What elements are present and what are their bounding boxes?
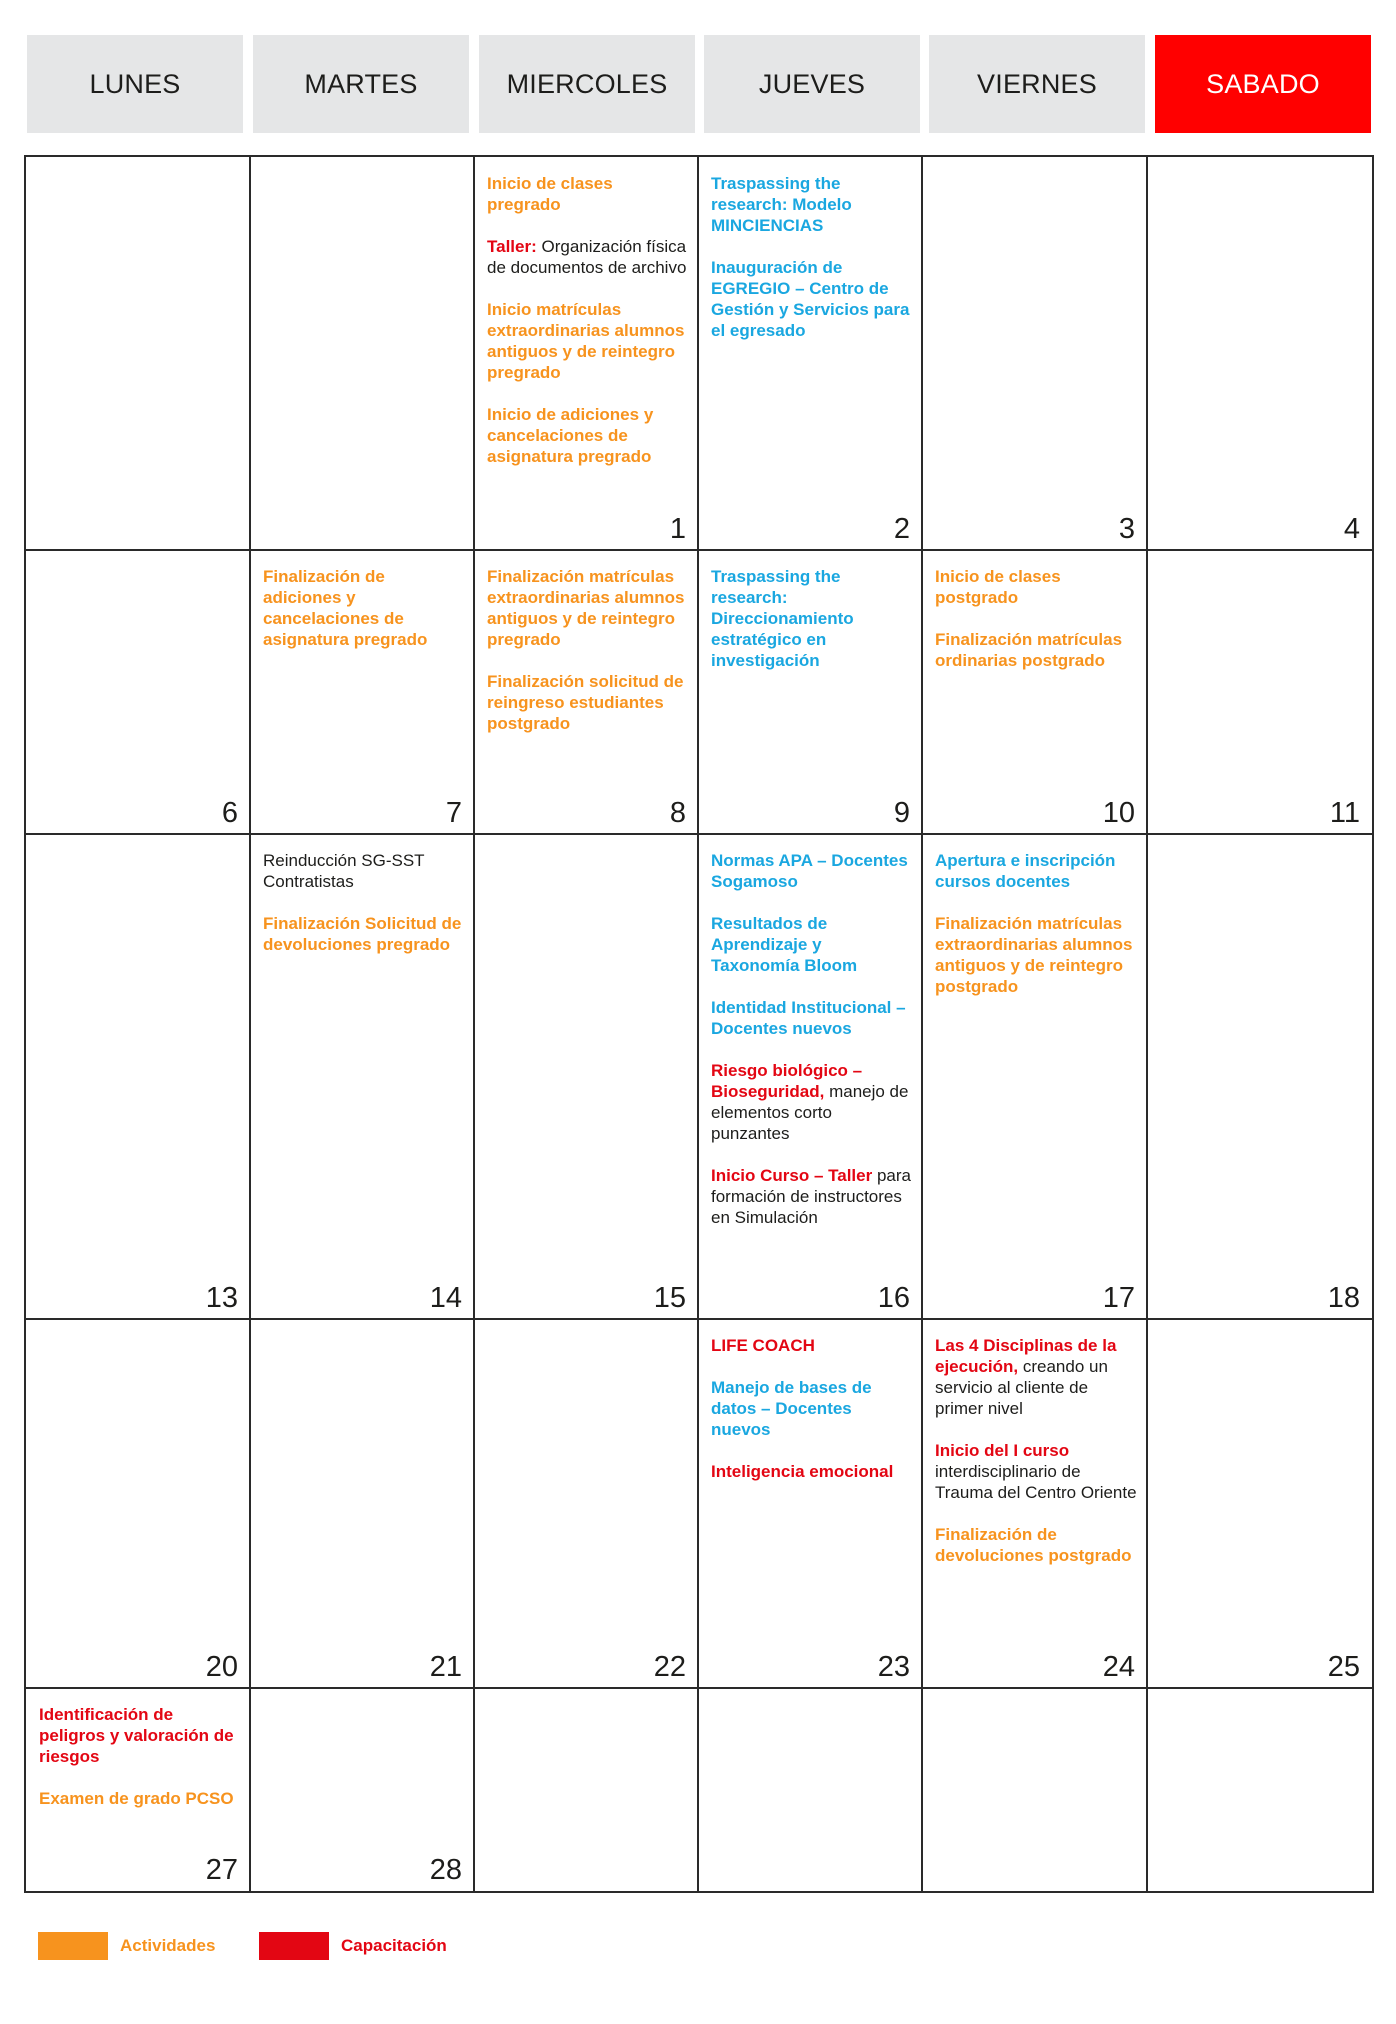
calendar-event bbox=[487, 236, 688, 278]
day-number: 25 bbox=[1327, 1651, 1360, 1683]
event-text: Identidad Institucional – Docentes nuevos bbox=[711, 998, 906, 1038]
calendar-grid bbox=[24, 155, 1374, 1893]
calendar-event bbox=[711, 1335, 912, 1356]
day-cell-22 bbox=[474, 1319, 698, 1688]
calendar-event bbox=[711, 1377, 912, 1440]
day-cell-empty bbox=[698, 1688, 922, 1891]
day-cell-13 bbox=[26, 834, 250, 1319]
calendar-event bbox=[711, 850, 912, 892]
day-cell-21 bbox=[250, 1319, 474, 1688]
day-header-lunes: LUNES bbox=[27, 35, 243, 133]
legend-swatch bbox=[259, 1932, 329, 1960]
day-number: 4 bbox=[1343, 513, 1360, 545]
legend-swatch bbox=[38, 1932, 108, 1960]
day-number: 16 bbox=[877, 1282, 910, 1314]
day-number: 6 bbox=[221, 797, 238, 829]
calendar-event bbox=[711, 1461, 912, 1482]
event-list bbox=[487, 566, 688, 755]
calendar-event bbox=[263, 566, 464, 650]
day-cell-1 bbox=[474, 157, 698, 550]
event-text: Taller: bbox=[487, 237, 537, 256]
calendar-event bbox=[711, 997, 912, 1039]
calendar-event bbox=[711, 1165, 912, 1228]
event-text: Reinducción SG-SST Contratistas bbox=[263, 851, 425, 891]
legend-label: Actividades bbox=[120, 1936, 216, 1955]
day-cell-10 bbox=[922, 550, 1147, 834]
event-text: Identificación de peligros y valoración de riesgos bbox=[39, 1705, 234, 1766]
day-number: 1 bbox=[669, 513, 686, 545]
legend-item bbox=[259, 1932, 447, 1960]
day-cell-empty bbox=[922, 1688, 1147, 1891]
calendar-event bbox=[487, 404, 688, 467]
day-cell-2 bbox=[698, 157, 922, 550]
weekday-header-row bbox=[27, 35, 1374, 133]
event-text: Inicio de adiciones y cancelaciones de asignatura pregrado bbox=[487, 405, 654, 466]
day-cell-11 bbox=[1147, 550, 1372, 834]
event-text: Las 4 Disciplinas de la ejecución, bbox=[935, 1336, 1117, 1376]
day-number: 18 bbox=[1327, 1282, 1360, 1314]
day-number: 27 bbox=[205, 1854, 238, 1886]
day-number: 3 bbox=[1118, 513, 1135, 545]
event-text: Inteligencia emocional bbox=[711, 1462, 894, 1481]
day-number: 21 bbox=[429, 1651, 462, 1683]
day-number: 23 bbox=[877, 1651, 910, 1683]
event-list bbox=[935, 566, 1137, 692]
calendar-event bbox=[487, 566, 688, 650]
event-list bbox=[263, 850, 464, 976]
day-cell-24 bbox=[922, 1319, 1147, 1688]
day-cell-28 bbox=[250, 1688, 474, 1891]
day-cell-15 bbox=[474, 834, 698, 1319]
day-number: 8 bbox=[669, 797, 686, 829]
event-list bbox=[487, 173, 688, 488]
event-text: Finalización de adiciones y cancelaciones de asignatura pregrado bbox=[263, 567, 428, 649]
event-text: Finalización matrículas extraordinarias alumnos antiguos y de reintegro postgrado bbox=[935, 914, 1133, 996]
calendar-event bbox=[263, 850, 464, 892]
calendar-event bbox=[935, 850, 1137, 892]
event-text: creando un servicio al cliente de primer nivel bbox=[935, 1357, 1108, 1418]
calendar-event bbox=[935, 1440, 1137, 1503]
day-cell-7 bbox=[250, 550, 474, 834]
calendar-event bbox=[935, 566, 1137, 608]
event-list bbox=[935, 1335, 1137, 1587]
event-text: Finalización matrículas ordinarias postgrado bbox=[935, 630, 1123, 670]
day-header-martes: MARTES bbox=[253, 35, 469, 133]
event-text: Riesgo biológico – Bioseguridad, bbox=[711, 1061, 863, 1101]
calendar-event bbox=[263, 913, 464, 955]
event-text: Inicio matrículas extraordinarias alumnos antiguos y de reintegro pregrado bbox=[487, 300, 685, 382]
event-text: Inicio Curso – Taller bbox=[711, 1166, 873, 1185]
event-list bbox=[39, 1704, 240, 1830]
event-text: LIFE COACH bbox=[711, 1336, 815, 1355]
day-number: 22 bbox=[653, 1651, 686, 1683]
day-number: 14 bbox=[429, 1282, 462, 1314]
calendar-event bbox=[935, 629, 1137, 671]
event-text: Inauguración de EGREGIO – Centro de Gestión y Servicios para el egresado bbox=[711, 258, 910, 340]
event-text: Manejo de bases de datos – Docentes nuevos bbox=[711, 1378, 872, 1439]
day-cell-empty bbox=[250, 157, 474, 550]
day-cell-20 bbox=[26, 1319, 250, 1688]
calendar-event bbox=[711, 257, 912, 341]
calendar-event bbox=[487, 173, 688, 215]
event-list bbox=[711, 1335, 912, 1503]
event-text: para formación de instructores en Simulación bbox=[711, 1166, 911, 1227]
legend-item bbox=[38, 1932, 215, 1960]
day-cell-17 bbox=[922, 834, 1147, 1319]
day-cell-empty bbox=[26, 157, 250, 550]
event-text: Inicio de clases pregrado bbox=[487, 174, 613, 214]
calendar-event bbox=[935, 913, 1137, 997]
event-list bbox=[935, 850, 1137, 1018]
day-number: 10 bbox=[1102, 797, 1135, 829]
calendar-event bbox=[711, 566, 912, 671]
day-cell-27 bbox=[26, 1688, 250, 1891]
event-text: Apertura e inscripción cursos docentes bbox=[935, 851, 1116, 891]
day-number: 13 bbox=[205, 1282, 238, 1314]
day-cell-23 bbox=[698, 1319, 922, 1688]
event-text: Inicio del I curso bbox=[935, 1441, 1070, 1460]
calendar-event bbox=[39, 1704, 240, 1767]
calendar-event bbox=[935, 1335, 1137, 1419]
day-number: 11 bbox=[1329, 797, 1360, 829]
day-cell-6 bbox=[26, 550, 250, 834]
legend-label: Capacitación bbox=[341, 1936, 447, 1955]
event-text: Inicio de clases postgrado bbox=[935, 567, 1061, 607]
day-number: 20 bbox=[205, 1651, 238, 1683]
event-list bbox=[711, 850, 912, 1249]
event-text: Examen de grado PCSO bbox=[39, 1789, 234, 1808]
day-header-sabado: SABADO bbox=[1155, 35, 1371, 133]
day-cell-empty bbox=[1147, 1688, 1372, 1891]
day-cell-4 bbox=[1147, 157, 1372, 550]
calendar-event bbox=[711, 173, 912, 236]
day-header-jueves: JUEVES bbox=[704, 35, 920, 133]
event-text: interdisciplinario de Trauma del Centro Oriente bbox=[935, 1462, 1137, 1502]
event-text: manejo de elementos corto punzantes bbox=[711, 1082, 909, 1143]
calendar-event bbox=[487, 299, 688, 383]
day-number: 7 bbox=[445, 797, 462, 829]
calendar-event bbox=[711, 1060, 912, 1144]
event-text: Traspassing the research: Modelo MINCIENCIAS bbox=[711, 174, 852, 235]
calendar-event bbox=[487, 671, 688, 734]
day-number: 15 bbox=[653, 1282, 686, 1314]
day-number: 17 bbox=[1102, 1282, 1135, 1314]
event-text: Finalización solicitud de reingreso estudiantes postgrado bbox=[487, 672, 684, 733]
day-number: 2 bbox=[893, 513, 910, 545]
calendar-event bbox=[39, 1788, 240, 1809]
day-cell-3 bbox=[922, 157, 1147, 550]
day-cell-18 bbox=[1147, 834, 1372, 1319]
event-text: Organización física de documentos de archivo bbox=[487, 237, 687, 277]
day-cell-14 bbox=[250, 834, 474, 1319]
calendar-event bbox=[711, 913, 912, 976]
day-cell-empty bbox=[474, 1688, 698, 1891]
event-text: Finalización de devoluciones postgrado bbox=[935, 1525, 1132, 1565]
day-number: 28 bbox=[429, 1854, 462, 1886]
day-header-viernes: VIERNES bbox=[929, 35, 1145, 133]
day-number: 9 bbox=[893, 797, 910, 829]
event-list bbox=[711, 566, 912, 692]
event-list bbox=[263, 566, 464, 671]
day-cell-8 bbox=[474, 550, 698, 834]
event-text: Finalización matrículas extraordinarias alumnos antiguos y de reintegro pregrado bbox=[487, 567, 685, 649]
day-cell-25 bbox=[1147, 1319, 1372, 1688]
event-text: Normas APA – Docentes Sogamoso bbox=[711, 851, 908, 891]
day-cell-9 bbox=[698, 550, 922, 834]
event-list bbox=[711, 173, 912, 362]
event-text: Finalización Solicitud de devoluciones pregrado bbox=[263, 914, 462, 954]
calendar-event bbox=[935, 1524, 1137, 1566]
event-text: Resultados de Aprendizaje y Taxonomía Bloom bbox=[711, 914, 858, 975]
day-header-miercoles: MIERCOLES bbox=[479, 35, 695, 133]
day-number: 24 bbox=[1102, 1651, 1135, 1683]
event-text: Traspassing the research: Direccionamiento estratégico en investigación bbox=[711, 567, 854, 670]
day-cell-16 bbox=[698, 834, 922, 1319]
